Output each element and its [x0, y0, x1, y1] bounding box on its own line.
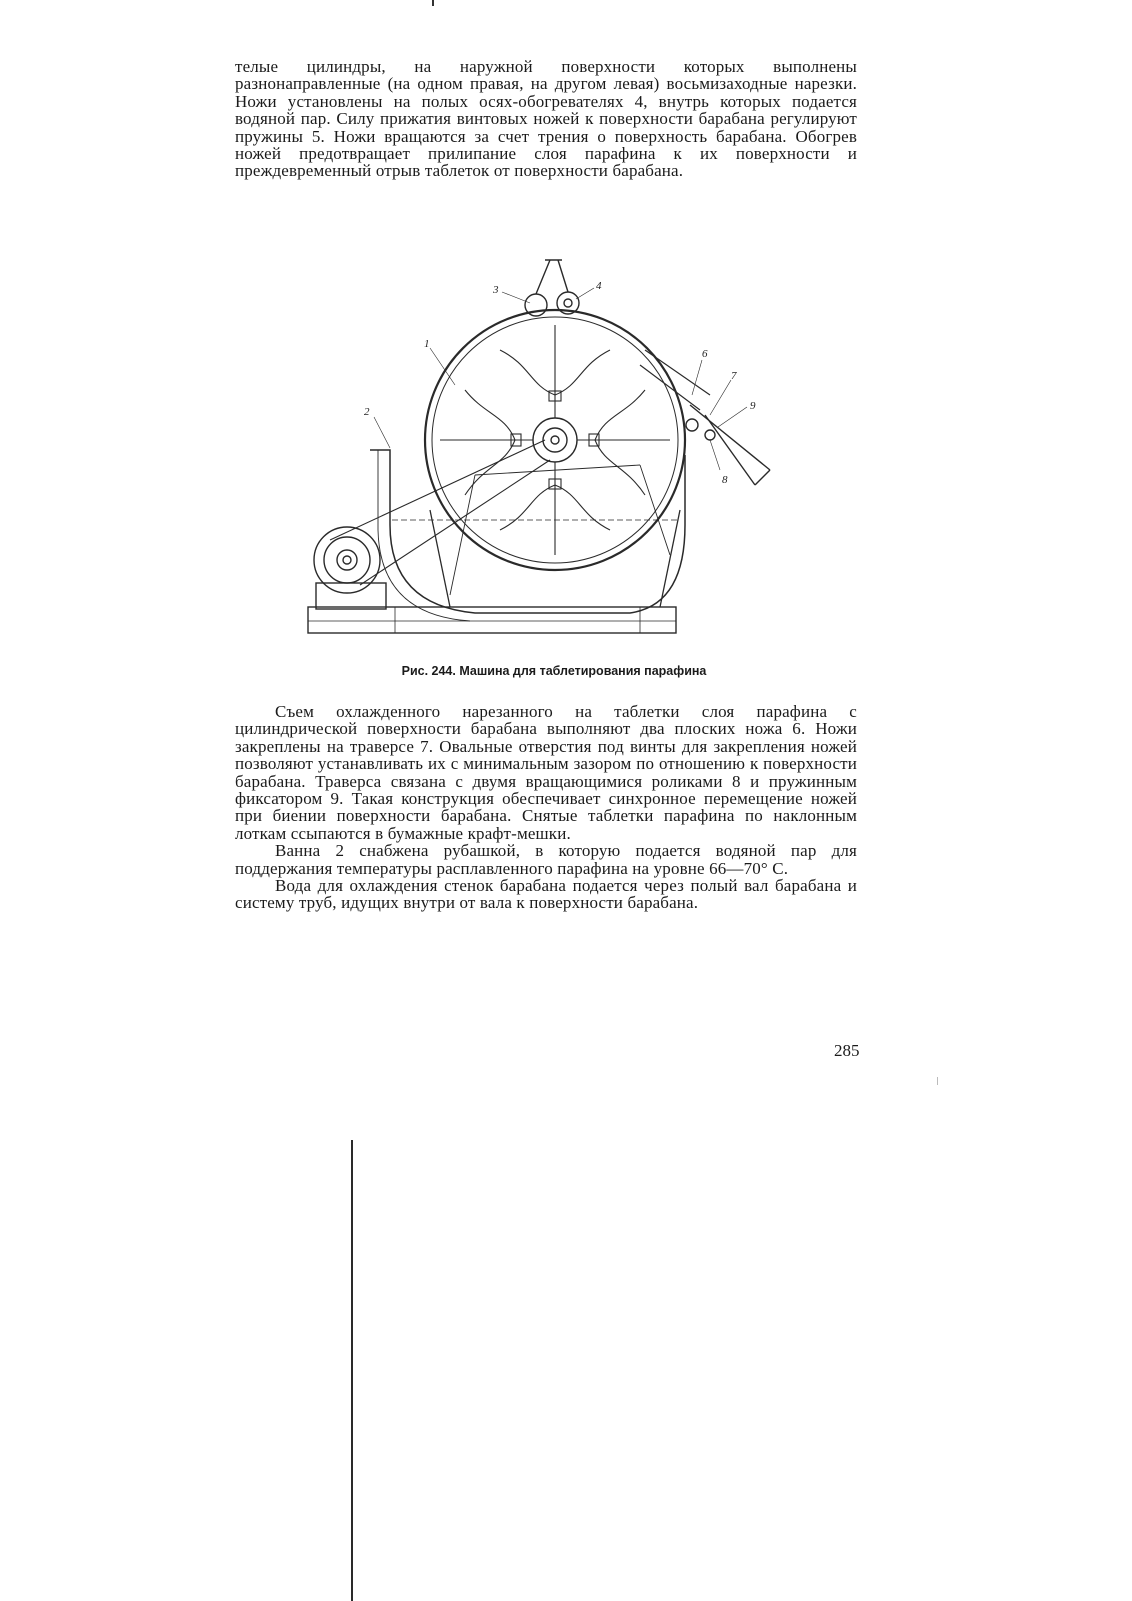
cooling-pipes	[440, 325, 670, 555]
text-column-bottom	[235, 703, 857, 912]
margin-rule	[351, 1140, 353, 1601]
motor	[314, 527, 386, 609]
label-6: 6	[702, 348, 708, 360]
knife-rollers	[525, 260, 579, 316]
figure-caption: Рис. 244. Машина для таблетирования парафина	[401, 664, 707, 678]
text-column-top	[235, 58, 857, 180]
page-number: 285	[834, 1041, 860, 1060]
scraper-chute	[640, 350, 770, 485]
paragraph-tub: Ванна 2 снабжена рубашкой, в которую подается водяной пар для поддержания температуры расплавленного парафина на уровне 66—70° С.	[235, 841, 857, 878]
base-frame	[308, 607, 676, 633]
label-3: 3	[493, 284, 499, 296]
paragraph-removal: Съем охлажденного нарезанного на таблетки слоя парафина с цилиндрической поверхности барабана выполняют два плоских ножа 6. Ножи закреплены на траверсе 7. Овальные отверстия под винты для закрепления ножей позволяют устанавливать их с минимальным зазором по отношению к поверхности барабана. Траверса связана с двумя вращающимися роликами 8 и пружинным фиксатором 9. Такая конструкция обеспечивает синхронное перемещение ножей при биении поверхности барабана. Снятые таблетки парафина по наклонным лоткам ссыпаются в бумажные крафт-мешки.	[235, 702, 857, 843]
figure-machine-drawing	[300, 255, 790, 655]
machine-diagram	[300, 255, 790, 655]
paragraph-cooling: Вода для охлаждения стенок барабана подается через полый вал барабана и систему труб, идущих внутри от вала к поверхности барабана.	[235, 876, 857, 913]
label-9: 9	[750, 400, 756, 412]
label-1: 1	[424, 338, 430, 350]
scan-speck	[937, 1077, 938, 1085]
label-4: 4	[596, 280, 602, 292]
label-7: 7	[731, 370, 737, 382]
scan-mark	[432, 0, 434, 6]
label-2: 2	[364, 406, 370, 418]
paragraph-continued: телые цилиндры, на наружной поверхности которых выполнены разнонаправленные (на одном правая, на другом левая) восьмизаходные нарезки. Ножи установлены на полых осях-обогревателях 4, внутрь которых подается водяной пар. Силу прижатия винтовых ножей к поверхности барабана регулируют пружины 5. Ножи вращаются за счет трения о поверхность барабана. Обогрев ножей предотвращает прилипание слоя парафина к их поверхности и преждевременный отрыв таблеток от поверхности барабана.	[235, 57, 857, 181]
label-8: 8	[722, 474, 728, 486]
